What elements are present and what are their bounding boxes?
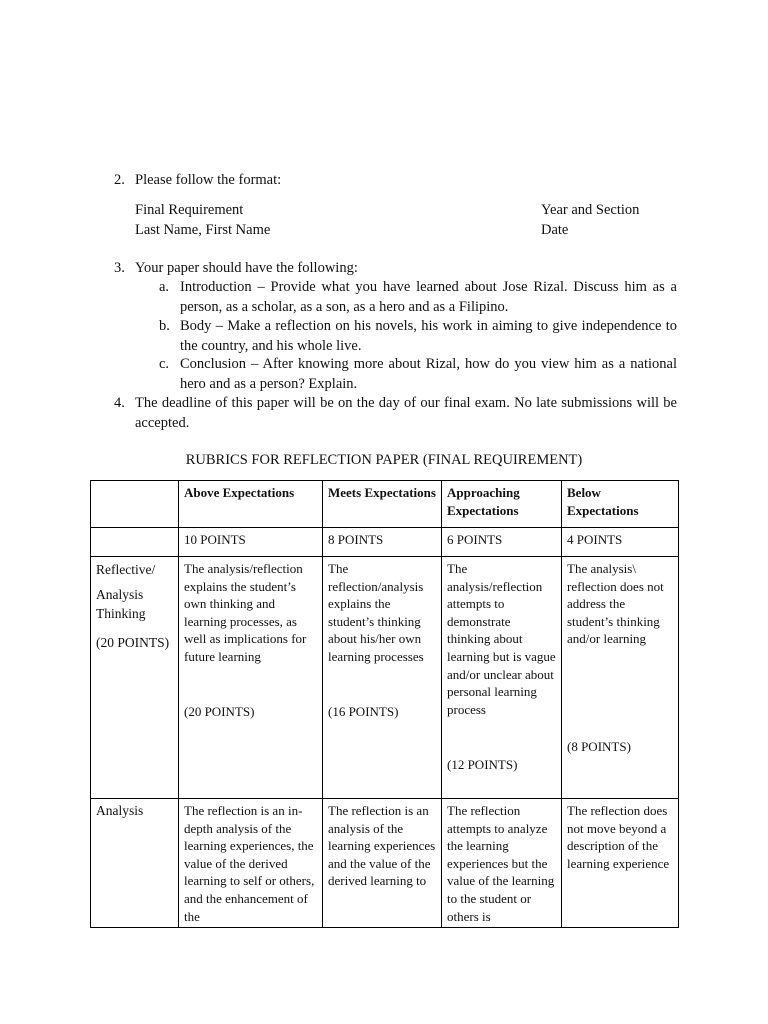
rubric-cell: The reflection is an in-depth analysis of the learning experiences, the value of the derived learning to self or others, and the enhancement of the xyxy=(179,799,323,928)
subitem-a-text: Introduction – Provide what you have learned about Jose Rizal. Discuss him as a person, as a scholar, as a son, as a hero and as a Filipino. xyxy=(180,279,677,315)
rubric-cell: The reflection is an analysis of the learning experiences and the value of the derived learning to xyxy=(323,799,442,928)
descriptor-text: The analysis/reflection explains the student’s own thinking and learning processes, as well as implications for future learning xyxy=(184,561,307,664)
item-4-number: 4. xyxy=(114,395,125,411)
format-left-line-2: Last Name, First Name xyxy=(135,222,271,238)
cell-points: (16 POINTS) xyxy=(328,703,399,719)
rubric-table xyxy=(90,480,679,928)
header-approaching-expectations: Approaching Expectations xyxy=(442,481,562,528)
format-right-line-1: Year and Section xyxy=(541,202,640,218)
descriptor-text: The reflection/analysis explains the student’s thinking about his/her own learning processes xyxy=(328,561,424,664)
subitem-a-letter: a. xyxy=(159,279,170,295)
item-3-number: 3. xyxy=(114,260,125,276)
criterion-line: Analysis xyxy=(96,803,144,818)
rubric-cell xyxy=(179,557,323,799)
subitem-c-text: Conclusion – After knowing more about Rizal, how do you view him as a national hero and as a person? Explain. xyxy=(180,356,677,392)
points-row xyxy=(91,528,679,557)
header-corner-cell xyxy=(91,481,179,528)
header-above-expectations: Above Expectations xyxy=(179,481,323,528)
format-right-line-2: Date xyxy=(541,222,569,238)
item-3-text: Your paper should have the following: xyxy=(135,260,358,276)
item-4-text: The deadline of this paper will be on the day of our final exam. No late submissions will be accepted. xyxy=(135,395,677,431)
rubric-cell xyxy=(442,557,562,799)
rubric-title: RUBRICS FOR REFLECTION PAPER (FINAL REQUIREMENT) xyxy=(185,452,583,468)
points-below: 4 POINTS xyxy=(562,528,679,557)
descriptor-text: The analysis/reflection attempts to demonstrate thinking about learning but is vague and/or unclear about personal learning process xyxy=(447,561,556,717)
rubric-cell xyxy=(323,557,442,799)
criterion-cell xyxy=(91,799,179,928)
header-below-expectations: Below Expectations xyxy=(562,481,679,528)
criterion-cell xyxy=(91,557,179,799)
subitem-b-text: Body – Make a reflection on his novels, his work in aiming to give independence to the country, and his whole live. xyxy=(180,318,677,354)
points-empty-cell xyxy=(91,528,179,557)
rubric-cell xyxy=(562,557,679,799)
points-meets: 8 POINTS xyxy=(323,528,442,557)
item-2-text: Please follow the format: xyxy=(135,172,282,188)
rubric-cell: The reflection does not move beyond a description of the learning experience xyxy=(562,799,679,928)
rubric-cell: The reflection attempts to analyze the learning experiences but the value of the learning to the student or others is xyxy=(442,799,562,928)
points-approaching: 6 POINTS xyxy=(442,528,562,557)
header-row xyxy=(91,481,679,528)
header-meets-expectations: Meets Expectations xyxy=(323,481,442,528)
descriptor-text: The analysis\ reflection does not address the student’s thinking and/or learning xyxy=(567,561,664,647)
subitem-b-letter: b. xyxy=(159,318,170,334)
cell-points: (20 POINTS) xyxy=(184,703,255,719)
item-2-number: 2. xyxy=(114,172,125,188)
cell-points: (12 POINTS) xyxy=(447,757,518,773)
table-row xyxy=(91,557,679,799)
subitem-c-letter: c. xyxy=(159,356,170,372)
criterion-line: Reflective/ xyxy=(96,562,156,577)
cell-points: (8 POINTS) xyxy=(567,738,631,754)
table-row xyxy=(91,799,679,928)
points-above: 10 POINTS xyxy=(179,528,323,557)
criterion-line: Analysis Thinking xyxy=(96,587,146,621)
criterion-line: (20 POINTS) xyxy=(96,635,170,650)
format-left-line-1: Final Requirement xyxy=(135,202,244,218)
